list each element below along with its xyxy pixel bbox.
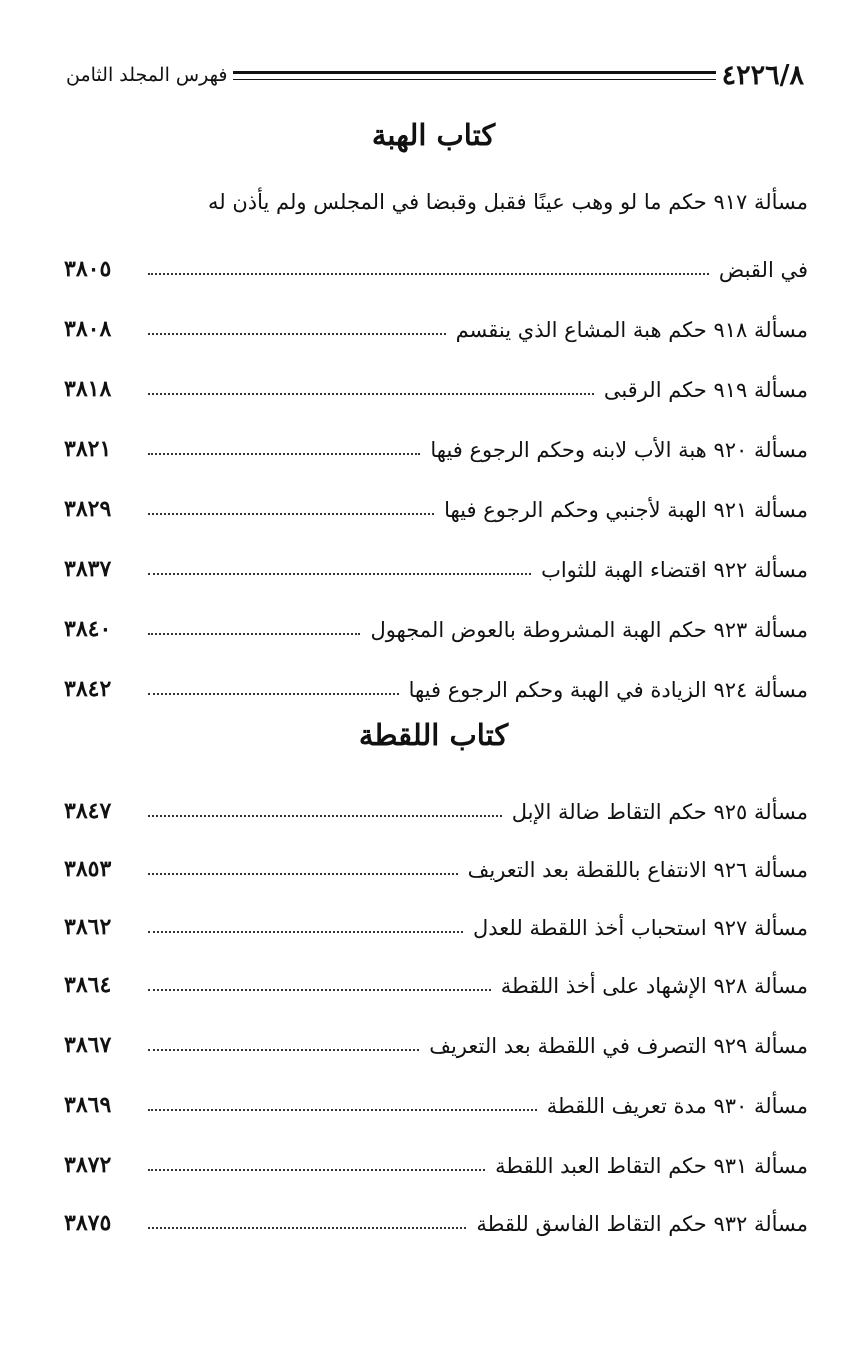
entry-page: ٣٨٥٣ (64, 856, 112, 882)
entry-title: مسألة ٩٢٧ استحباب أخذ اللقطة للعدل (473, 916, 808, 940)
dot-leader (148, 815, 502, 817)
entry-title: مسألة ٩٢٨ الإشهاد على أخذ اللقطة (500, 974, 808, 998)
entry-page: ٣٨٦٩ (64, 1092, 112, 1118)
entry-title: مسألة ٩٢٠ هبة الأب لابنه وحكم الرجوع فيها (430, 438, 808, 462)
dot-leader (148, 1049, 419, 1051)
entry-title: مسألة ٩٢١ الهبة لأجنبي وحكم الرجوع فيها (444, 498, 808, 522)
section-title-hiba: كتاب الهبة (371, 118, 496, 152)
header-title: فهرس المجلد الثامن (66, 64, 228, 86)
toc-entry[interactable] (64, 302, 808, 342)
entry-page: ٣٨٢١ (64, 436, 112, 462)
dot-leader (148, 333, 446, 335)
entry-title: مسألة ٩٣٠ مدة تعريف اللقطة (546, 1094, 808, 1118)
toc-entry[interactable] (64, 482, 808, 522)
entry-page: ٣٨٠٥ (64, 256, 112, 282)
dot-leader (148, 1109, 537, 1111)
entry-page: ٣٨٠٨ (64, 316, 112, 342)
entry-title: مسألة ٩١٨ حكم هبة المشاع الذي ينقسم (455, 318, 808, 342)
dot-leader (148, 273, 709, 275)
entry-title: مسألة ٩٣٢ حكم التقاط الفاسق للقطة (476, 1212, 808, 1236)
toc-entry[interactable] (64, 542, 808, 582)
entry-page: ٣٨٧٥ (64, 1210, 112, 1236)
toc-entry[interactable] (64, 362, 808, 402)
running-header (66, 58, 808, 92)
dot-leader (148, 573, 531, 575)
entry-page: ٣٨٣٧ (64, 556, 112, 582)
dot-leader (148, 393, 594, 395)
header-rule (233, 71, 715, 80)
toc-entry[interactable] (64, 1196, 808, 1236)
toc-entry[interactable] (64, 422, 808, 462)
entry-page: ٣٨٦٢ (64, 914, 112, 940)
dot-leader (148, 693, 399, 695)
entry-title: مسألة ٩٢٣ حكم الهبة المشروطة بالعوض المجهول (370, 618, 808, 642)
toc-entry[interactable] (64, 900, 808, 940)
toc-entry[interactable] (64, 784, 808, 824)
toc-entry-intro-line: مسألة ٩١٧ حكم ما لو وهب عينًا فقبل وقبضا في المجلس ولم يأذن له (208, 190, 808, 214)
toc-entry[interactable] (64, 242, 808, 282)
toc-entry[interactable] (64, 602, 808, 642)
header-page-number: ٤٢٢٦/٨ (721, 59, 804, 91)
entry-page: ٣٨٤٧ (64, 798, 112, 824)
entry-title: مسألة ٩١٩ حكم الرقبى (603, 378, 808, 402)
entry-page: ٣٨٦٤ (64, 972, 112, 998)
entry-page: ٣٨٧٢ (64, 1152, 112, 1178)
entry-title: مسألة ٩٢٢ اقتضاء الهبة للثواب (541, 558, 808, 582)
toc-entry[interactable] (64, 1018, 808, 1058)
entry-title: مسألة ٩٢٥ حكم التقاط ضالة الإبل (511, 800, 808, 824)
dot-leader (148, 513, 434, 515)
dot-leader (148, 633, 360, 635)
entry-title: في القبض (718, 258, 808, 282)
toc-entry[interactable] (64, 958, 808, 998)
toc-entry[interactable] (64, 1078, 808, 1118)
dot-leader (148, 453, 420, 455)
dot-leader (148, 1227, 466, 1229)
dot-leader (148, 931, 463, 933)
entry-page: ٣٨١٨ (64, 376, 112, 402)
toc-entry[interactable] (64, 1138, 808, 1178)
entry-page: ٣٨٢٩ (64, 496, 112, 522)
entry-page: ٣٨٤٠ (64, 616, 112, 642)
toc-entry[interactable] (64, 662, 808, 702)
entry-title: مسألة ٩٢٩ التصرف في اللقطة بعد التعريف (429, 1034, 808, 1058)
entry-title: مسألة ٩٣١ حكم التقاط العبد اللقطة (495, 1154, 808, 1178)
dot-leader (148, 989, 491, 991)
entry-title: مسألة ٩٢٦ الانتفاع باللقطة بعد التعريف (467, 858, 808, 882)
entry-title: مسألة ٩٢٤ الزيادة في الهبة وحكم الرجوع فيها (408, 678, 808, 702)
entry-page: ٣٨٦٧ (64, 1032, 112, 1058)
entry-page: ٣٨٤٢ (64, 676, 112, 702)
section-title-luqata: كتاب اللقطة (358, 718, 509, 752)
dot-leader (148, 1169, 485, 1171)
dot-leader (148, 873, 458, 875)
toc-entry[interactable] (64, 842, 808, 882)
